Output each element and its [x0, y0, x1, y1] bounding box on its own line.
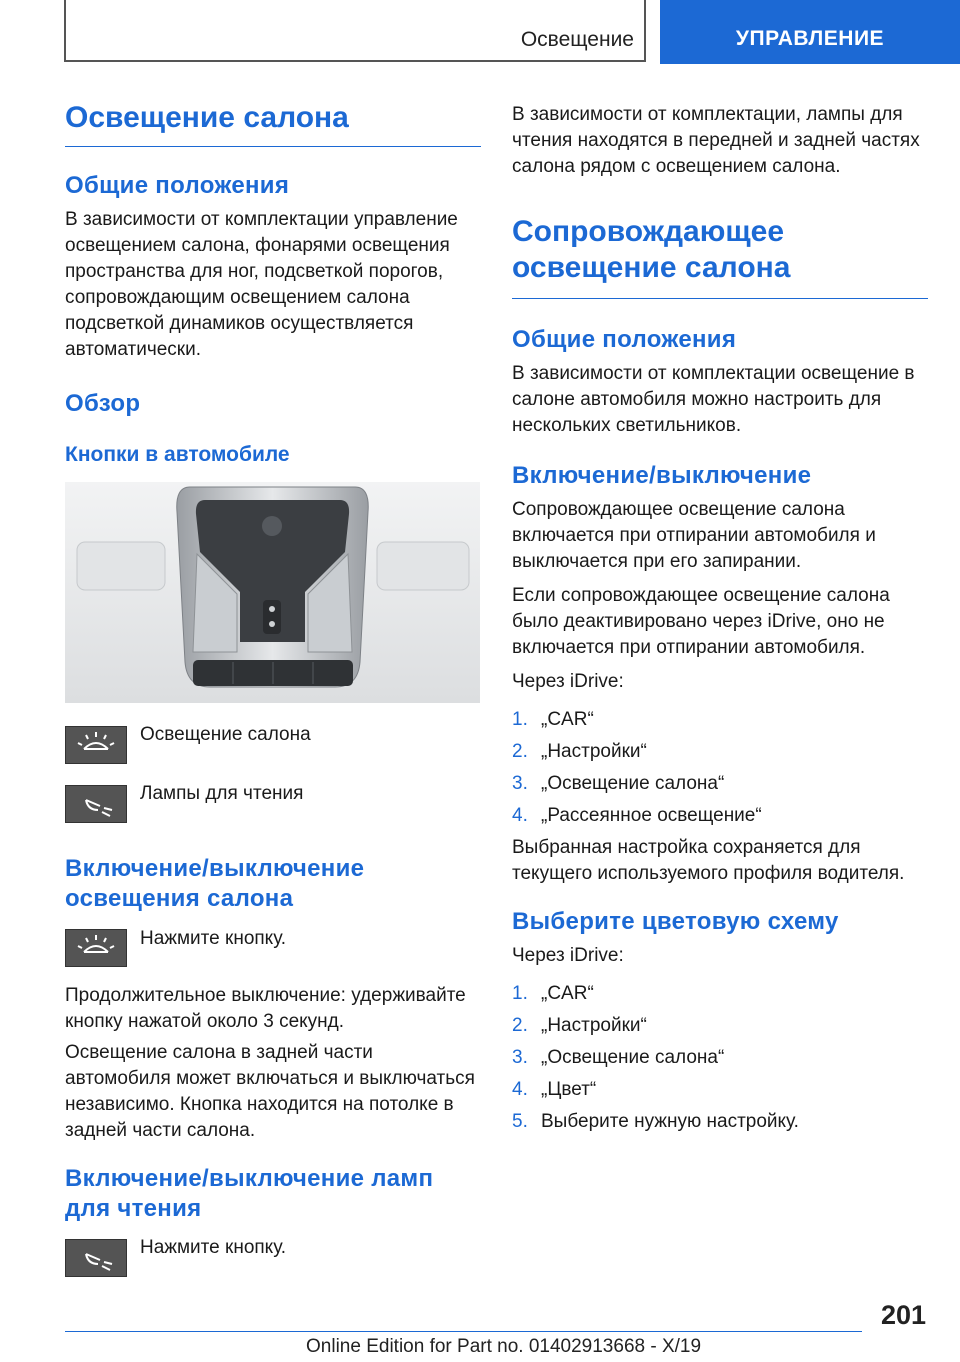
header-chapter-tab[interactable]: УПРАВЛЕНИЕ — [660, 0, 960, 64]
header-section-title: Освещение — [520, 28, 634, 51]
ambient-general-heading: Общие положения — [512, 326, 737, 353]
steps-list-2 — [512, 981, 928, 1135]
reading-lamps-heading: Включение/выключение ламп для чтения — [65, 1165, 434, 1222]
saved-profile-text: Выбранная настройка сохраняется для текущего используемого профиля водителя. — [512, 837, 905, 884]
reading-light-icon — [65, 785, 127, 823]
section-title-interior-lighting: Освещение салона — [65, 101, 349, 134]
right-column — [512, 102, 928, 1141]
legend-label-reading: Лампы для чтения — [140, 783, 304, 804]
left-column — [65, 100, 481, 468]
steps-list-1 — [512, 707, 928, 829]
ambient-onoff-heading: Включение/выключение — [512, 462, 812, 489]
list-item: 1. „CAR“ — [512, 709, 594, 730]
legend-label-interior: Освещение салона — [140, 724, 311, 745]
title-rule — [65, 146, 481, 147]
color-scheme-heading: Выберите цветовую схему — [512, 908, 839, 935]
list-item: 2. „Настройки“ — [512, 741, 647, 762]
list-item: 2. „Настройки“ — [512, 1015, 647, 1036]
page-number: 201 — [880, 1300, 926, 1330]
footer-rule — [65, 1331, 862, 1332]
list-item: 4. „Цвет“ — [512, 1079, 597, 1100]
ambient-onoff-text-1: Сопровождающее освещение салона включается при отпирании автомобиля и выключается при его запирании. — [512, 499, 876, 572]
reading-lamps-intro: В зависимости от комплектации, лампы для чтения находятся в передней и задней частях салона рядом с освещением салона. — [512, 104, 920, 177]
title-rule-right — [512, 298, 928, 299]
press-button-text-2: Нажмите кнопку. — [140, 1237, 287, 1258]
ambient-general-text: В зависимости от комплектации освещение в салоне автомобиля можно настроить для нескольких светильников. — [512, 363, 915, 436]
general-heading: Общие положения — [65, 172, 290, 199]
onoff-interior-heading: Включение/выключение освещения салона — [65, 855, 365, 912]
long-press-text: Продолжительное выключение: удерживайте кнопку нажатой около 3 секунд. — [65, 985, 466, 1032]
rear-lighting-text: Освещение салона в задней части автомобиля может включаться и выключаться независимо. Кнопка находится на потолке в задней части салона. — [65, 1042, 475, 1141]
via-idrive-label-2: Через iDrive: — [512, 945, 624, 966]
section-title-ambient-lighting: Сопровождающее освещение салона — [512, 215, 791, 284]
overhead-console-drawing — [65, 482, 480, 703]
overhead-console-image — [65, 482, 480, 703]
via-idrive-label-1: Через iDrive: — [512, 671, 624, 692]
list-item: 3. „Освещение салона“ — [512, 773, 725, 794]
list-item: 5. Выберите нужную настройку. — [512, 1111, 799, 1132]
ambient-onoff-text-2: Если сопровождающее освещение салона было деактивировано через iDrive, оно не включается при отпирании автомобиля. — [512, 585, 890, 658]
list-item: 1. „CAR“ — [512, 983, 594, 1004]
overview-heading: Обзор — [65, 390, 141, 417]
interior-light-icon — [65, 726, 127, 764]
interior-light-button-icon — [65, 929, 127, 967]
list-item: 4. „Рассеянное освещение“ — [512, 805, 762, 826]
general-text: В зависимости от комплектации управление освещением салона, фонарями освещения пространства для ног, подсветкой порогов, сопровождающим освещением салона подсветкой динамиков осуществляется автоматически. — [65, 209, 458, 360]
buttons-heading: Кнопки в автомобиле — [65, 443, 290, 466]
list-item: 3. „Освещение салона“ — [512, 1047, 725, 1068]
footer-edition: Online Edition for Part no. 01402913668 - X/19 — [306, 1336, 702, 1357]
reading-light-button-icon — [65, 1239, 127, 1277]
press-button-text-1: Нажмите кнопку. — [140, 928, 287, 949]
